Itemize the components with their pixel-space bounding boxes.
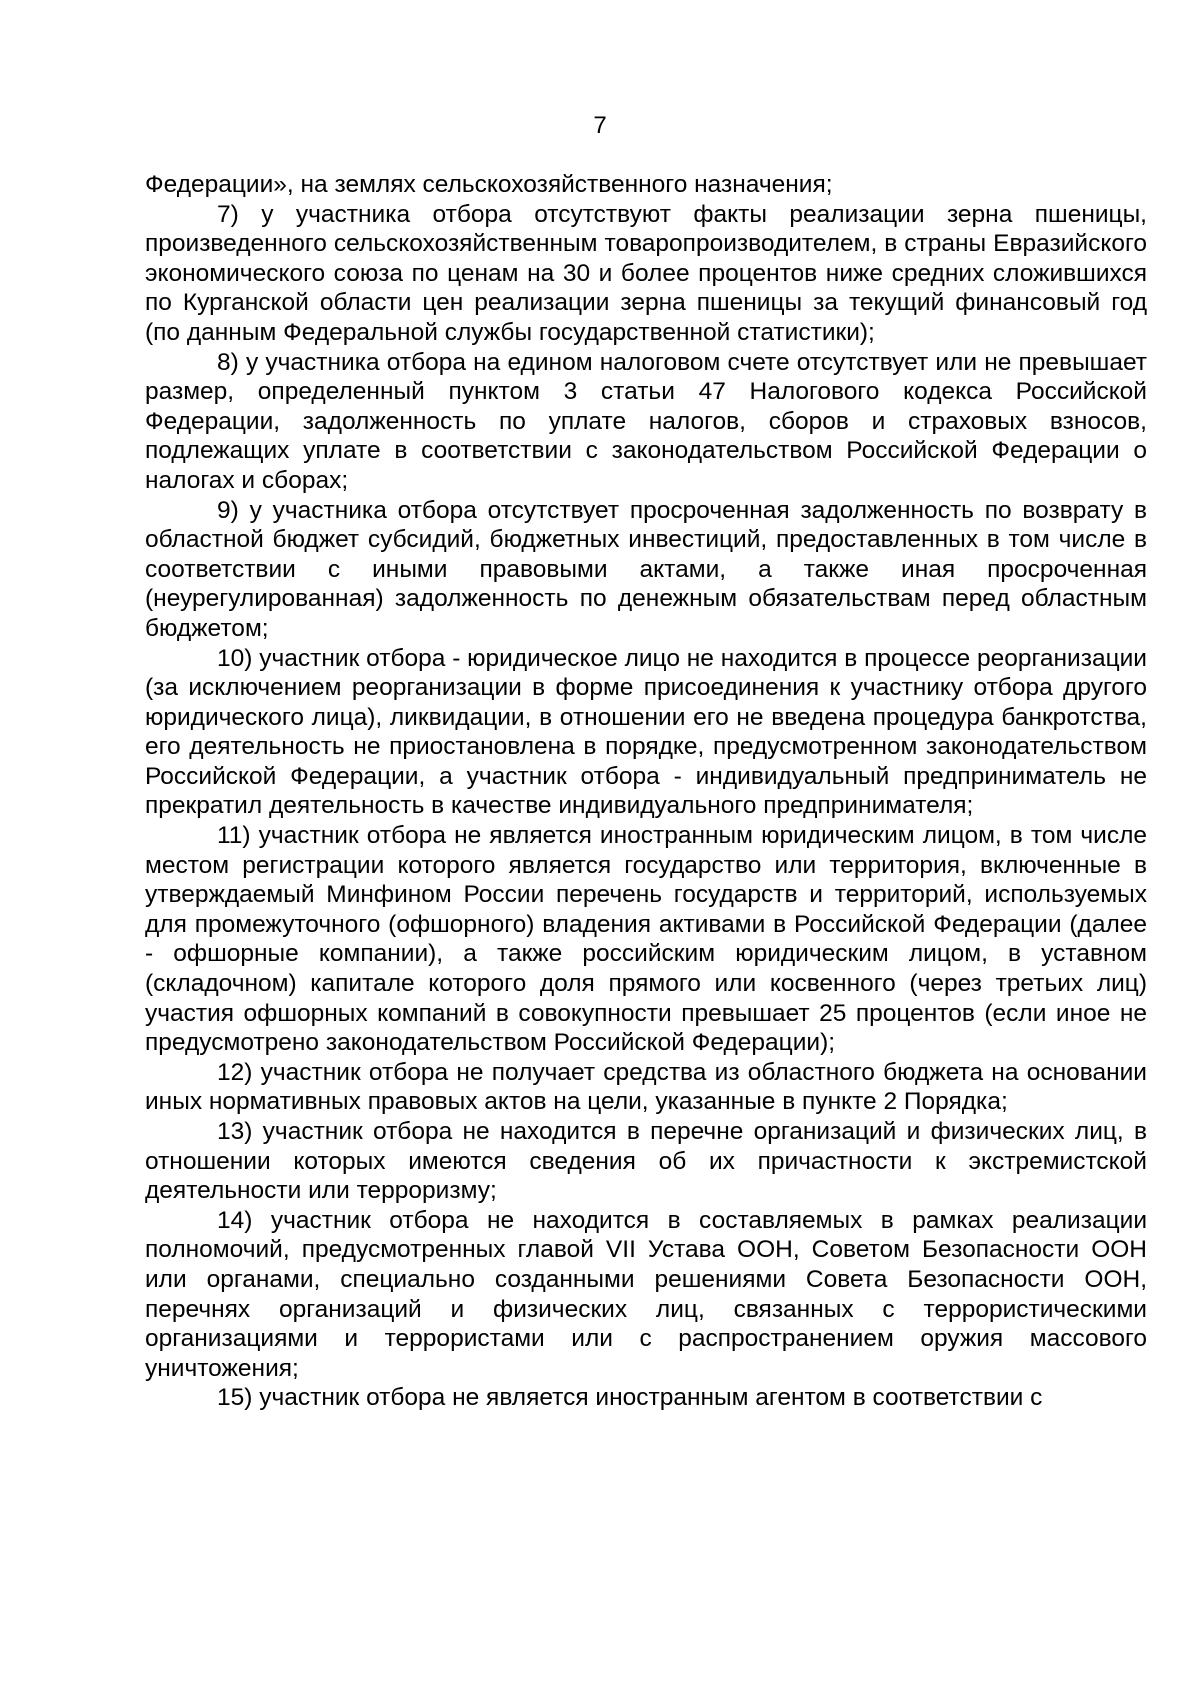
paragraph-item-13: 13) участник отбора не находится в перечне организаций и физических лиц, в отношении которых имеются сведения об их причастности к экстремистской деятельности или терроризму; [145, 1118, 1147, 1205]
document-body [145, 170, 1147, 1413]
paragraph-item-9: 9) у участника отбора отсутствует просроченная задолженность по возврату в областной бюджет субсидий, бюджетных инвестиций, предоставленных в том числе в соответствии с иными правовыми актами, а также иная просроченная (неурегулированная) задолженность по денежным обязательствам перед областным бюджетом; [145, 496, 1147, 642]
page-number: 7 [593, 112, 607, 139]
paragraph-item-8: 8) у участника отбора на едином налоговом счете отсутствует или не превышает размер, определенный пунктом 3 статьи 47 Налогового кодекса Российской Федерации, задолженность по уплате налогов, сборов и страховых взносов, подлежащих уплате в соответствии с законодательством Российской Федерации о налогах и сборах; [145, 348, 1147, 494]
paragraph-item-15: 15) участник отбора не является иностранным агентом в соответствии с [217, 1384, 1043, 1412]
paragraph-item-14: 14) участник отбора не находится в составляемых в рамках реализации полномочий, предусмотренных главой VII Устава ООН, Советом Безопасности ООН или органами, специально созданными решениями Совета Безопасности ООН, перечнях организаций и физических лиц, связанных с террористическими организациями и террористами или с распространением оружия массового уничтожения; [145, 1206, 1147, 1382]
paragraph-item-7: 7) у участника отбора отсутствуют факты реализации зерна пшеницы, произведенного сельскохозяйственным товаропроизводителем, в страны Евразийского экономического союза по ценам на 30 и более процентов ниже средних сложившихся по Курганской области цен реализации зерна пшеницы за текущий финансовый год (по данным Федеральной службы государственной статистики); [145, 200, 1147, 346]
paragraph-item-12: 12) участник отбора не получает средства из областного бюджета на основании иных нормативных правовых актов на цели, указанные в пункте 2 Порядка; [145, 1058, 1147, 1116]
paragraph-continuation: Федерации», на землях сельскохозяйственного назначения; [145, 171, 833, 198]
paragraph-item-10: 10) участник отбора - юридическое лицо не находится в процессе реорганизации (за исключением реорганизации в форме присоединения к участнику отбора другого юридического лица), ликвидации, в отношении его не введена процедура банкротства, его деятельность не приостановлена в порядке, предусмотренном законодательством Российской Федерации, а участник отбора - индивидуальный предприниматель не прекратил деятельность в качестве индивидуального предпринимателя; [145, 644, 1147, 820]
paragraph-item-11: 11) участник отбора не является иностранным юридическим лицом, в том числе местом регистрации которого является государство или территория, включенные в утверждаемый Минфином России перечень государств и территорий, используемых для промежуточного (офшорного) владения активами в Российской Федерации (далее - офшорные компании), а также российским юридическим лицом, в уставном (складочном) капитале которого доля прямого или косвенного (через третьих лиц) участия офшорных компаний в совокупности превышает 25 процентов (если иное не предусмотрено законодательством Российской Федерации); [145, 822, 1147, 1057]
